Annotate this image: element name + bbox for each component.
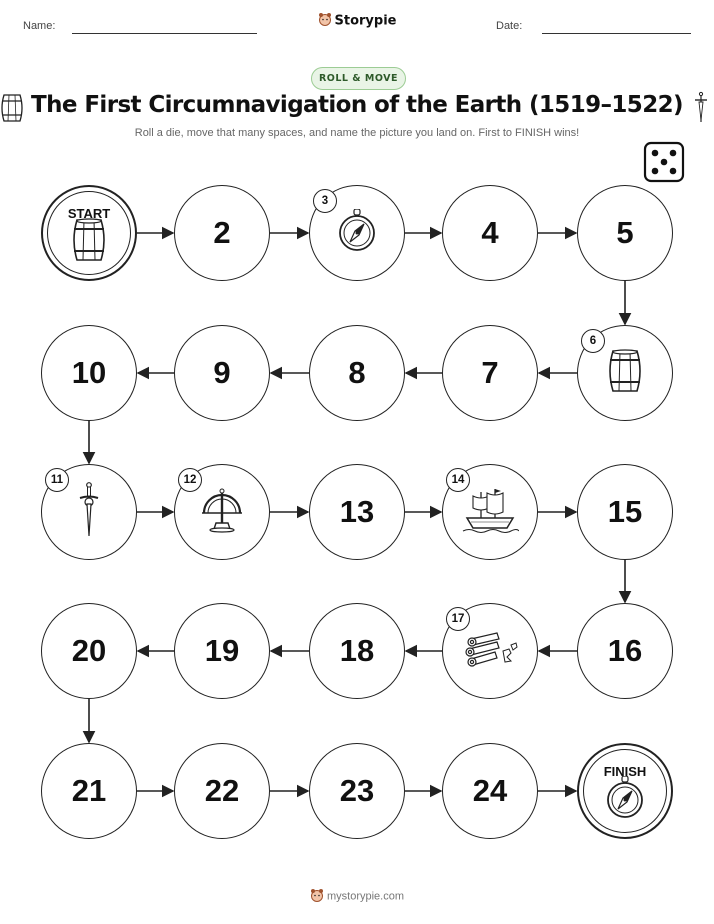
space-24 (442, 743, 538, 839)
space-10 (41, 325, 137, 421)
footer-url[interactable]: mystorypie.com (326, 890, 405, 903)
space-number-tag: 3 (313, 189, 337, 213)
space-number: 9 (213, 355, 231, 390)
space-21 (41, 743, 137, 839)
space-number: 22 (204, 773, 240, 808)
finish-space (577, 743, 673, 839)
space-number: 8 (348, 355, 366, 390)
space-11 (41, 464, 137, 560)
space-14 (442, 464, 538, 560)
compass-icon (337, 209, 377, 257)
space-number: 19 (204, 633, 240, 668)
space-number-tag: 14 (446, 468, 470, 492)
sword-icon (78, 482, 100, 542)
space-12 (174, 464, 270, 560)
space-15 (577, 464, 673, 560)
space-number-tag: 6 (581, 329, 605, 353)
space-number: 13 (339, 494, 375, 529)
barrel-icon (607, 349, 643, 397)
space-2 (174, 185, 270, 281)
space-number-tag: 12 (178, 468, 202, 492)
space-number-tag: 17 (446, 607, 470, 631)
instructions: Roll a die, move that many spaces, and name the picture you land on. First to FINISH wins! (134, 127, 580, 139)
space-18 (309, 603, 405, 699)
space-number: 5 (616, 215, 634, 250)
space-number: 23 (339, 773, 375, 808)
date-label: Date: (496, 20, 523, 32)
start-label: START (67, 206, 111, 221)
space-number: 7 (481, 355, 499, 390)
finish-label: FINISH (603, 764, 647, 779)
space-17 (442, 603, 538, 699)
space-3 (309, 185, 405, 281)
space-6 (577, 325, 673, 421)
ship-icon (461, 486, 519, 538)
start-space (41, 185, 137, 281)
page-title: The First Circumnavigation of the Earth (1519–1522) (31, 92, 683, 118)
space-number: 4 (481, 215, 499, 250)
space-number: 21 (71, 773, 107, 808)
space-20 (41, 603, 137, 699)
space-7 (442, 325, 538, 421)
space-number: 16 (607, 633, 643, 668)
space-number: 18 (339, 633, 375, 668)
space-number: 20 (71, 633, 107, 668)
space-number: 2 (213, 215, 231, 250)
space-19 (174, 603, 270, 699)
space-23 (309, 743, 405, 839)
space-16 (577, 603, 673, 699)
space-22 (174, 743, 270, 839)
space-number: 24 (472, 773, 508, 808)
footer (0, 888, 714, 905)
name-label: Name: (23, 20, 56, 32)
space-number-tag: 11 (45, 468, 69, 492)
space-4 (442, 185, 538, 281)
space-number: 10 (71, 355, 107, 390)
brand-name: Storypie (334, 13, 397, 29)
roll-and-move-badge: ROLL & MOVE (311, 67, 406, 90)
space-13 (309, 464, 405, 560)
space-9 (174, 325, 270, 421)
space-8 (309, 325, 405, 421)
storypie-mascot-icon (310, 888, 324, 905)
astrolabe-icon (198, 487, 246, 537)
space-5 (577, 185, 673, 281)
space-number: 15 (607, 494, 643, 529)
compass-icon (605, 776, 645, 824)
spices-icon (461, 631, 519, 671)
barrel-icon (71, 218, 107, 266)
